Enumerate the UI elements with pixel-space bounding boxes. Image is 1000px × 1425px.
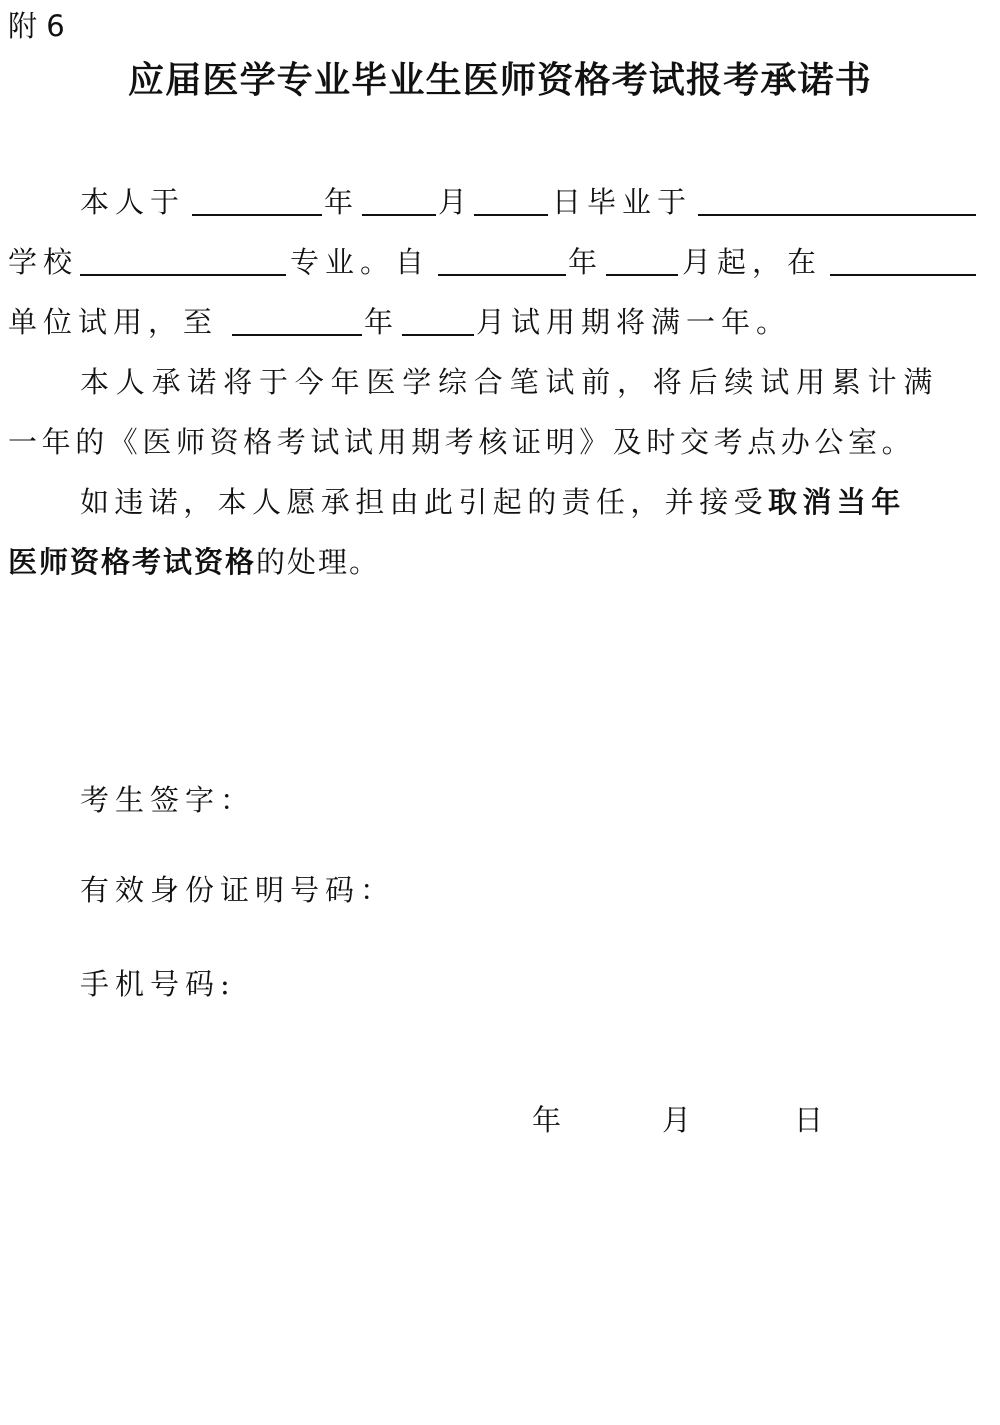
- page-title: 应届医学专业毕业生医师资格考试报考承诺书: [127, 60, 872, 101]
- blank-end-year: [232, 334, 362, 336]
- date-day: 日: [794, 1103, 824, 1137]
- text-month-at: 月起，在: [682, 245, 823, 279]
- blank-start-month: [606, 274, 678, 276]
- blank-grad-month: [362, 214, 436, 216]
- para3-normal-text: 如违诺，本人愿承担由此引起的责任，并接受: [80, 485, 769, 519]
- para2-line1: 本人承诺将于今年医学综合笔试前，将后续试用累计满: [80, 365, 940, 399]
- para3-handling-text: 的处理。: [256, 545, 381, 579]
- text-probation-full: 月试用期将满一年。: [476, 305, 792, 339]
- text-major-from: 专业。自: [290, 245, 431, 279]
- text-school: 学校: [8, 245, 79, 279]
- blank-grad-day: [474, 214, 548, 216]
- para3-bold-text: 取消当年: [768, 485, 906, 519]
- date-month: 月: [662, 1103, 692, 1137]
- blank-start-year: [438, 274, 566, 276]
- text-year: 年: [364, 305, 400, 339]
- blank-end-month: [402, 334, 474, 336]
- text-day-graduated-from: 日毕业于: [552, 185, 693, 219]
- blank-major: [80, 274, 286, 276]
- date-year: 年: [532, 1103, 562, 1137]
- blank-employer: [830, 274, 976, 276]
- text-graduated-on: 本人于: [80, 185, 186, 219]
- para3-line2: [8, 540, 978, 581]
- text-year: 年: [324, 185, 360, 219]
- text-month: 月: [438, 185, 474, 219]
- blank-grad-year: [192, 214, 322, 216]
- blank-school-name: [698, 214, 976, 216]
- phone-number-label: 手机号码:: [80, 967, 236, 1001]
- signature-label: 考生签字：: [80, 783, 256, 817]
- id-number-label: 有效身份证明号码：: [80, 873, 396, 907]
- para3-line1: [80, 480, 1000, 521]
- text-year: 年: [568, 245, 604, 279]
- attachment-label: 附 6: [8, 9, 65, 43]
- para2-line2: 一年的《医师资格考试试用期考核证明》及时交考点办公室。: [8, 425, 916, 459]
- para3-bold-qualification: 医师资格考试资格: [8, 545, 257, 579]
- text-probation-until: 单位试用，至: [8, 305, 219, 339]
